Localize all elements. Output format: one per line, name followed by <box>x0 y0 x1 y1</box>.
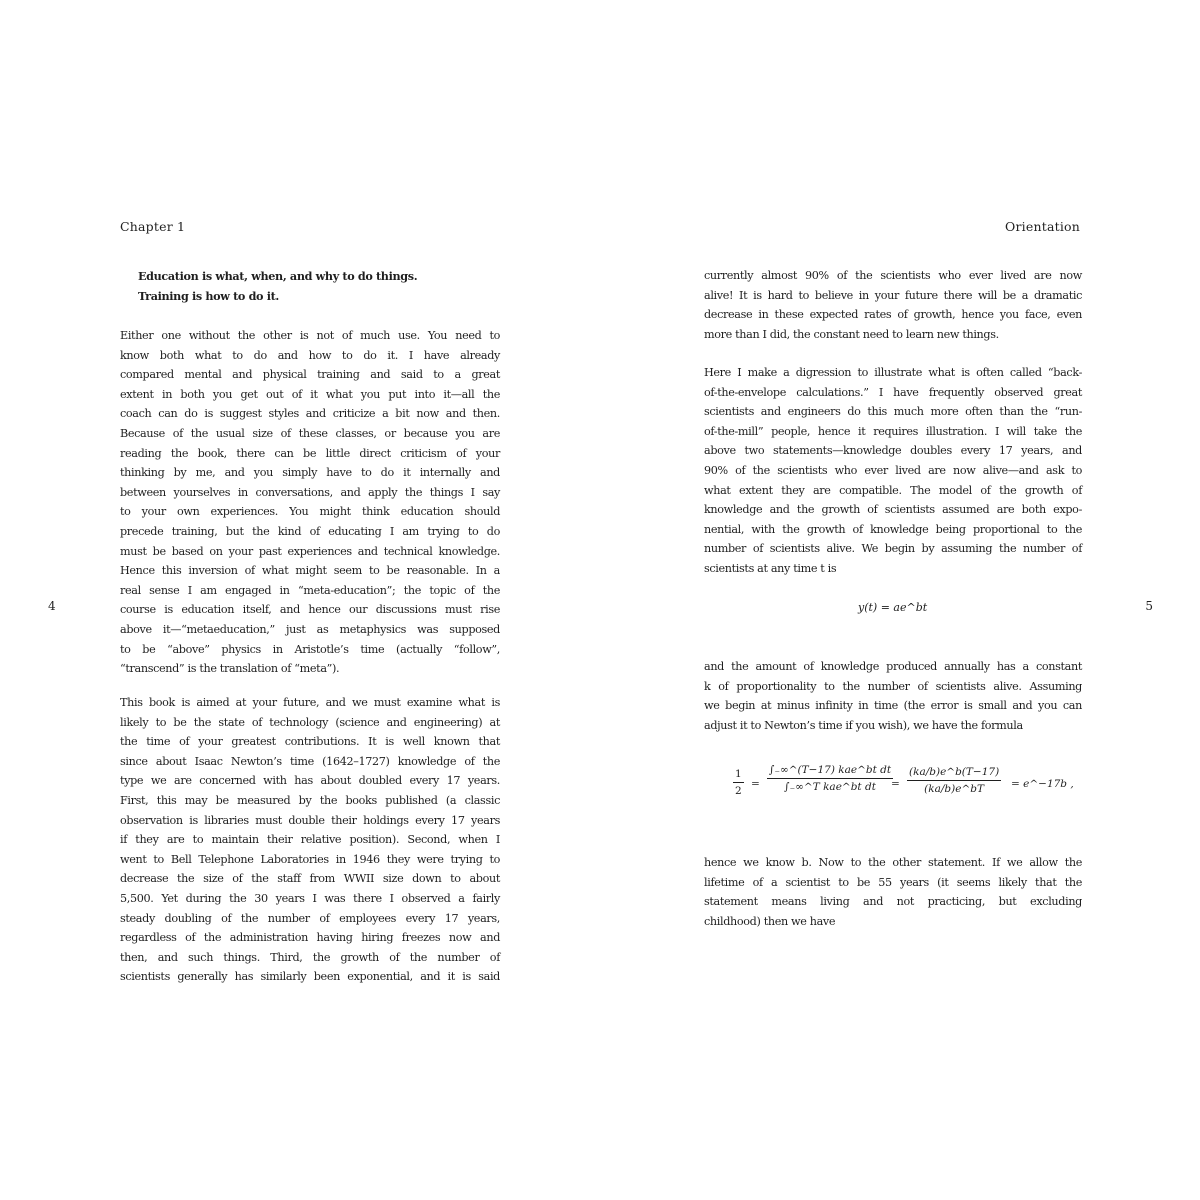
text-line: number of scientists alive. We begin by assuming the number of <box>704 542 1082 556</box>
text-line: Because of the usual size of these classes, or because you are <box>120 426 500 440</box>
text-line: coach can do is suggest styles and criticize a bit now and then. <box>120 407 500 421</box>
text-line: lifetime of a scientist to be 55 years (it seems likely that the <box>704 875 1082 889</box>
text-line: decrease the size of the staff from WWII size down to about <box>120 872 500 886</box>
text-line: to be “above” physics in Aristotle’s time (actually “follow”, <box>120 642 500 656</box>
text-line: 5,500. Yet during the 30 years I was there I observed a fairly <box>120 891 500 905</box>
text-line: to your own experiences. You might think education should <box>120 505 500 519</box>
text-line: currently almost 90% of the scientists who ever lived are now <box>704 269 1082 282</box>
equals-sign: = <box>751 778 760 790</box>
text-line: reading the book, there can be little direct criticism of your <box>120 446 500 460</box>
paragraph-future <box>120 693 500 987</box>
text-line: went to Bell Telephone Laboratories in 1946 they were trying to <box>120 852 500 866</box>
text-line: extent in both you get out of it what you put into it—all the <box>120 387 500 401</box>
epigraph-line: Education is what, when, and why to do things. <box>138 269 418 283</box>
text-line: must be based on your past experiences and technical knowledge. <box>120 544 500 558</box>
text-line: we begin at minus infinity in time (the error is small and you can <box>704 699 1082 713</box>
text-line: This book is aimed at your future, and we must examine what is <box>120 696 500 709</box>
text-line: then, and such things. Third, the growth of the number of <box>120 950 500 964</box>
page-number-right: 5 <box>1145 599 1153 613</box>
paragraph-knowledge-rate <box>704 657 1082 735</box>
fraction-evaluated <box>907 766 1001 795</box>
paragraph-digression <box>704 363 1082 579</box>
text-line: hence we know b. Now to the other statement. If we allow the <box>704 856 1082 869</box>
equation-doubling-integral <box>733 764 1074 824</box>
text-line: real sense I am engaged in “meta-education”; the topic of the <box>120 583 500 597</box>
text-line: Either one without the other is not of much use. You need to <box>120 329 500 342</box>
text-line: likely to be the state of technology (science and engineering) at <box>120 715 500 729</box>
paragraph-education <box>120 326 500 679</box>
text-line: k of proportionality to the number of scientists alive. Assuming <box>704 679 1082 693</box>
equals-sign: = <box>891 778 900 790</box>
paragraph-scientists-alive <box>704 266 1082 344</box>
running-head-chapter: Chapter 1 <box>120 219 186 234</box>
text-line: type we are concerned with has about doubled every 17 years. <box>120 774 500 788</box>
text-line: and the amount of knowledge produced annually has a constant <box>704 660 1082 673</box>
text-line: 90% of the scientists who ever lived are now alive—and ask to <box>704 463 1082 477</box>
text-line: Here I make a digression to illustrate what is often called “back- <box>704 366 1082 379</box>
equation-result: = e^−17b , <box>1011 778 1074 790</box>
text-line: of-the-mill” people, hence it requires illustration. I will take the <box>704 424 1082 438</box>
text-line: thinking by me, and you simply have to do it internally and <box>120 466 500 480</box>
epigraph <box>138 267 417 306</box>
page-number-left: 4 <box>48 599 56 613</box>
fraction-one-half <box>733 768 744 797</box>
text-line: knowledge and the growth of scientists assumed are both expo- <box>704 503 1082 517</box>
text-line: if they are to maintain their relative position). Second, when I <box>120 833 500 847</box>
text-line: above it—“metaeducation,” just as metaphysics was supposed <box>120 622 500 636</box>
text-line: observation is libraries must double their holdings every 17 years <box>120 813 500 827</box>
text-line: scientists at any time t is <box>704 561 837 575</box>
running-head-section: Orientation <box>1005 219 1080 234</box>
text-line: the time of your greatest contributions. It is well known that <box>120 735 500 749</box>
fraction-numerator: ∫₋∞^(T−17) kae^bt dt <box>769 764 892 776</box>
text-line: childhood) then we have <box>704 914 836 928</box>
text-line: between yourselves in conversations, and apply the things I say <box>120 485 500 499</box>
text-line: since about Isaac Newton’s time (1642–1727) knowledge of the <box>120 754 500 768</box>
paragraph-lifetime <box>704 853 1082 931</box>
text-line: decrease in these expected rates of growth, hence you face, even <box>704 308 1082 322</box>
text-line: above two statements—knowledge doubles every 17 years, and <box>704 444 1082 458</box>
epigraph-line: Training is how to do it. <box>138 288 279 303</box>
text-line: scientists and engineers do this much more often than the “run- <box>704 405 1082 419</box>
fraction-denominator: ∫₋∞^T kae^bt dt <box>784 781 876 793</box>
text-line: alive! It is hard to believe in your future there will be a dramatic <box>704 288 1082 302</box>
fraction-integrals <box>767 764 893 793</box>
fraction-denominator: (ka/b)e^bT <box>924 783 984 795</box>
text-line: of-the-envelope calculations.” I have frequently observed great <box>704 385 1082 399</box>
text-line: nential, with the growth of knowledge being proportional to the <box>704 522 1082 536</box>
right-page <box>600 0 1200 1200</box>
fraction-numerator: (ka/b)e^b(T−17) <box>909 766 1000 778</box>
text-line: compared mental and physical training and said to a great <box>120 368 500 382</box>
text-line: statement means living and not practicing, but excluding <box>704 895 1082 909</box>
text-line: know both what to do and how to do it. I have already <box>120 348 500 362</box>
equation-growth-model: y(t) = ae^bt <box>858 601 928 614</box>
text-line: what extent they are compatible. The model of the growth of <box>704 483 1082 497</box>
fraction-denominator: 2 <box>735 785 742 797</box>
fraction-numerator: 1 <box>735 768 742 780</box>
text-line: precede training, but the kind of educating I am trying to do <box>120 524 500 538</box>
text-line: regardless of the administration having hiring freezes now and <box>120 931 500 945</box>
text-line: scientists generally has similarly been exponential, and it is said <box>120 970 500 984</box>
text-line: “transcend” is the translation of “meta”). <box>120 662 340 676</box>
text-line: steady doubling of the number of employees every 17 years, <box>120 911 500 925</box>
text-line: course is education itself, and hence our discussions must rise <box>120 603 500 617</box>
text-line: adjust it to Newton’s time if you wish), we have the formula <box>704 718 1023 732</box>
text-line: Hence this inversion of what might seem to be reasonable. In a <box>120 564 500 578</box>
text-line: First, this may be measured by the books published (a classic <box>120 793 500 807</box>
text-line: more than I did, the constant need to learn new things. <box>704 327 999 341</box>
